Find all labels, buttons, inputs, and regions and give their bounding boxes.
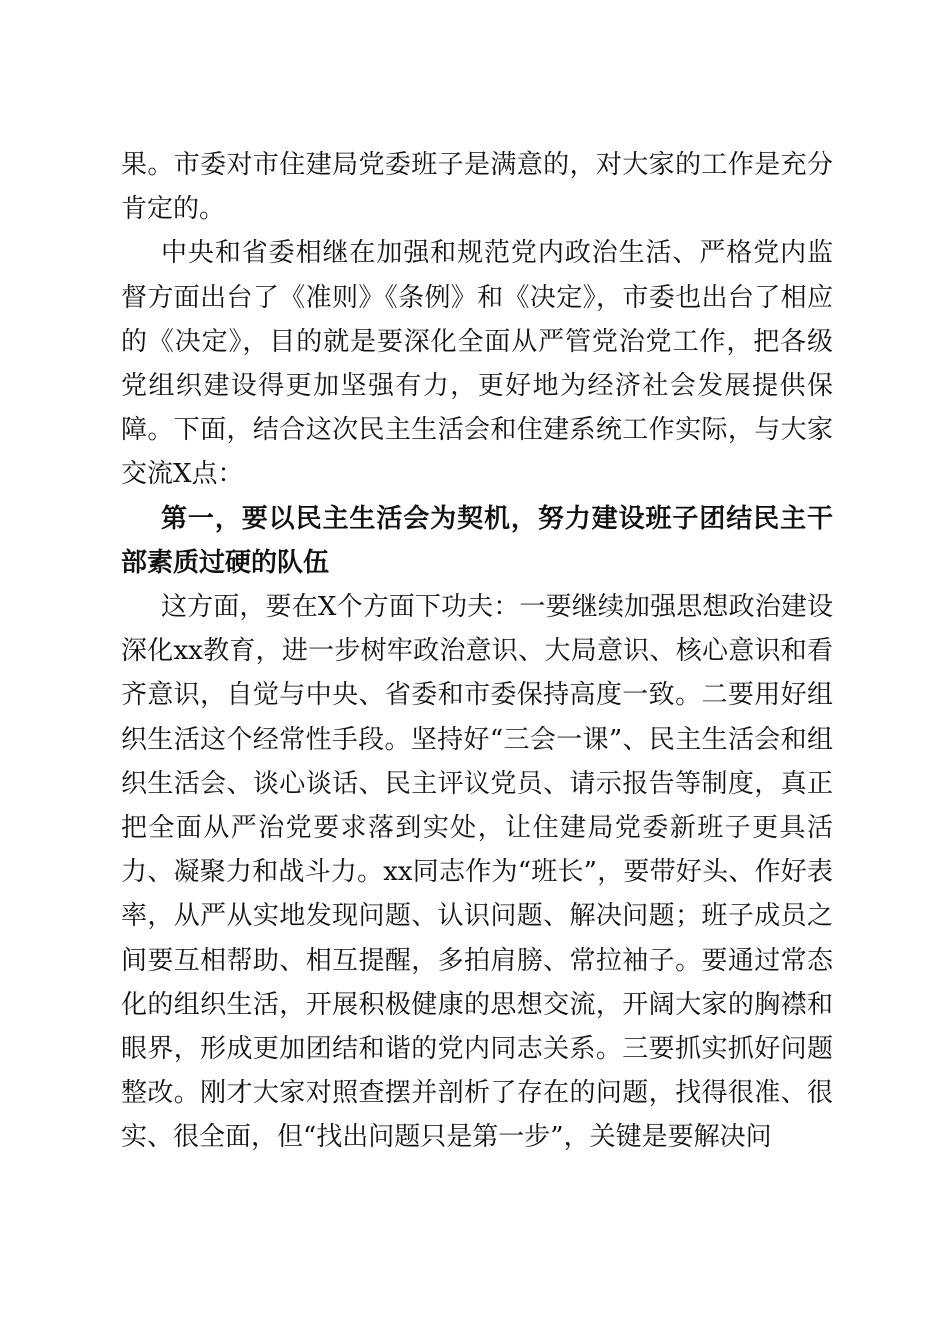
document-body (121, 143, 833, 1160)
paragraph-three-aspects: 这方面，要在X个方面下功夫：一要继续加强思想政治建设深化xx教育，进一步树牢政治意识、大局意识、核心意识和看齐意识，自觉与中央、省委和市委保持高度一致。二要用好组织生活这个经常性手段。坚持好“三会一课”、民主生活会和组织生活会、谈心谈话、民主评议党员、请示报告等制度，真正把全面从严治党要求落到实处，让住建局党委新班子更具活力、凝聚力和战斗力。xx同志作为“班长”，要带好头、作好表率，从严从实地发现问题、认识问题、解决问题；班子成员之间要互相帮助、相互提醒，多拍肩膀、常拉袖子。要通过常态化的组织生活，开展积极健康的思想交流，开阔大家的胸襟和眼界，形成更加团结和谐的党内同志关系。三要抓实抓好问题整改。刚才大家对照查摆并剖析了存在的问题，找得很准、很实、很全面，但“找出问题只是第一步”，关键是要解决问 (121, 592, 833, 1153)
section-heading-first: 第一，要以民主生活会为契机，努力建设班子团结民主干部素质过硬的队伍 (121, 503, 833, 578)
paragraph-continuation: 果。市委对市住建局党委班子是满意的，对大家的工作是充分肯定的。 (121, 150, 833, 225)
paragraph-central-provincial: 中央和省委相继在加强和规范党内政治生活、严格党内监督方面出台了《准则》《条例》和《决定》，市委也出台了相应的《决定》，目的就是要深化全面从严管党治党工作，把各级党组织建设得更加坚强有力，更好地为经济社会发展提供保障。下面，结合这次民主生活会和住建系统工作实际，与大家交流X点： (121, 238, 833, 490)
